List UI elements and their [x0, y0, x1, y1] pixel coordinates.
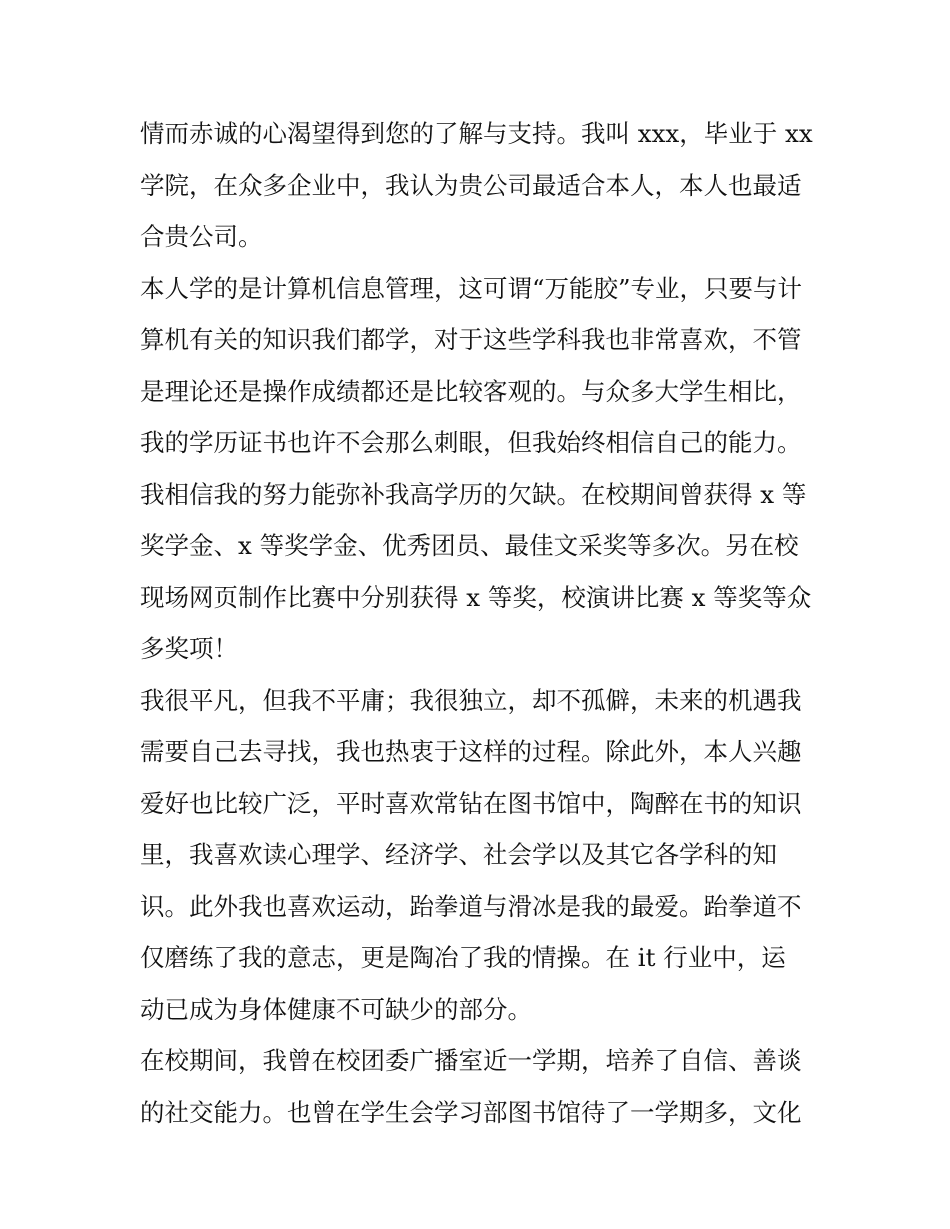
text-line: 奖学金、x 等奖学金、优秀团员、最佳文采奖等多次。另在校	[140, 531, 799, 560]
text-line: 现场网页制作比赛中分别获得 x 等奖，校演讲比赛 x 等奖等众	[140, 582, 812, 612]
text-line: 合贵公司。	[140, 222, 263, 251]
text-line: 我相信我的努力能弥补我高学历的欠缺。在校期间曾获得 x 等	[140, 479, 807, 509]
text-line: 我的学历证书也许不会那么刺眼，但我始终相信自己的能力。	[140, 428, 802, 457]
cover-letter-body	[140, 108, 820, 1138]
text-line: 的社交能力。也曾在学生会学习部图书馆待了一学期多，文化	[140, 1097, 802, 1127]
text-line: 需要自己去寻找，我也热衷于这样的过程。除此外，本人兴趣	[140, 737, 802, 766]
text-line: 在校期间，我曾在校团委广播室近一学期，培养了自信、善谈	[140, 1046, 802, 1075]
text-line: 爱好也比较广泛，平时喜欢常钻在图书馆中，陶醉在书的知识	[140, 788, 802, 818]
text-line: 本人学的是计算机信息管理，这可谓“万能胶”专业，只要与计	[140, 273, 803, 303]
text-line: 情而赤诚的心渴望得到您的了解与支持。我叫 xxx，毕业于 xx	[140, 119, 813, 148]
text-line: 学院，在众多企业中，我认为贵公司最适合本人，本人也最适	[140, 170, 802, 200]
text-line: 动已成为身体健康不可缺少的部分。	[140, 994, 532, 1024]
text-line: 里，我喜欢读心理学、经济学、社会学以及其它各学科的知	[140, 840, 777, 869]
text-line: 多奖项！	[140, 634, 238, 663]
text-line: 仅磨练了我的意志，更是陶冶了我的情操。在 it 行业中，运	[140, 943, 786, 972]
text-line: 算机有关的知识我们都学，对于这些学科我也非常喜欢，不管	[140, 325, 802, 354]
text-line: 是理论还是操作成绩都还是比较客观的。与众多大学生相比，	[140, 376, 802, 406]
text-line: 识。此外我也喜欢运动，跆拳道与滑冰是我的最爱。跆拳道不	[140, 891, 802, 921]
text-line: 我很平凡，但我不平庸；我很独立，却不孤僻，未来的机遇我	[140, 685, 802, 715]
